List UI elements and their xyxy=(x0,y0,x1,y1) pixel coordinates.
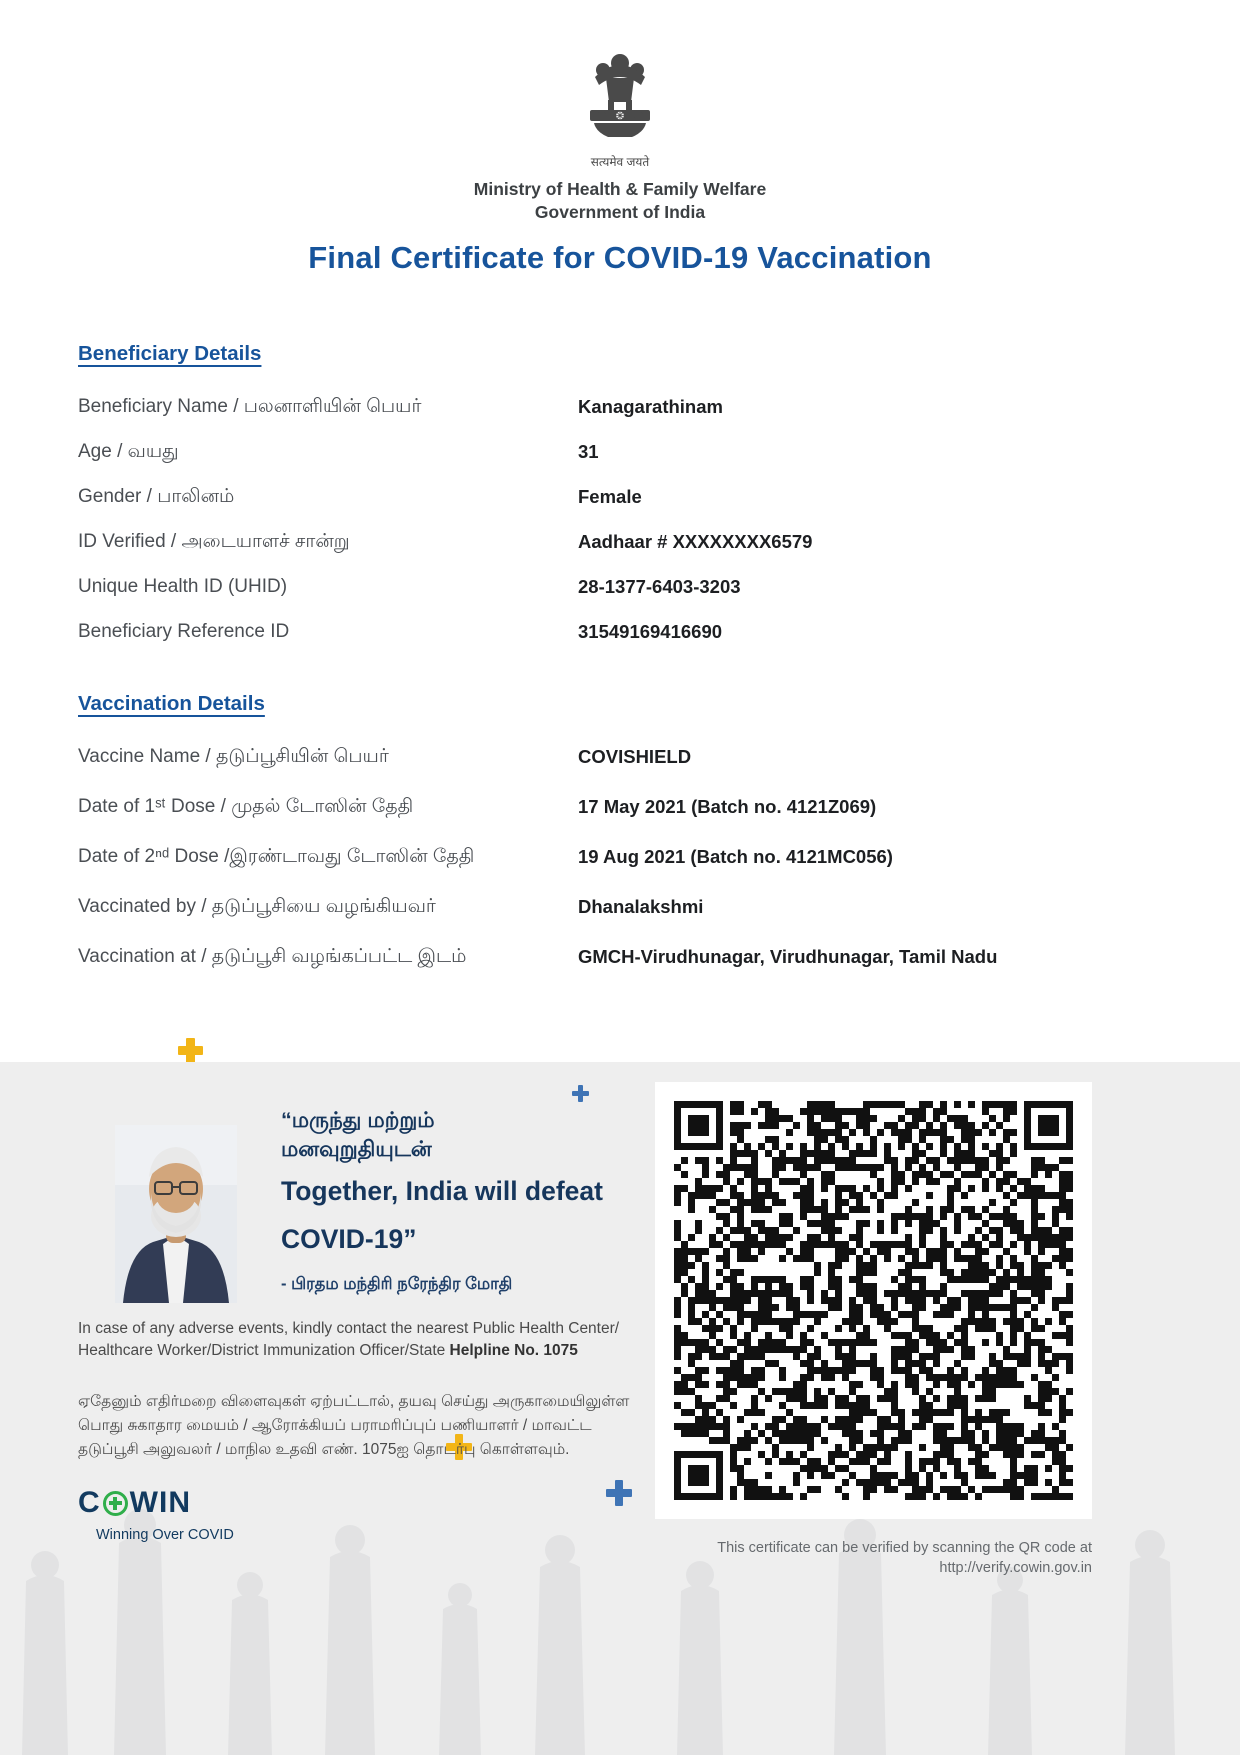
cowin-tagline: Winning Over COVID xyxy=(96,1527,234,1543)
certificate-title: Final Certificate for COVID-19 Vaccination xyxy=(308,240,932,275)
gender-label: Gender / பாலினம் xyxy=(78,486,235,507)
cowin-letters-win: WIN xyxy=(129,1486,191,1519)
quote-english-line2: COVID-19” xyxy=(281,1224,417,1254)
beneficiary-name-row xyxy=(78,393,1170,421)
age-value: 31 xyxy=(578,441,599,462)
vaccination-at-value: GMCH-Virudhunagar, Virudhunagar, Tamil Nadu xyxy=(578,946,998,967)
quote-tamil-line1: “மருந்து மற்றும் xyxy=(281,1108,435,1132)
id-verified-value: Aadhaar # XXXXXXXX6579 xyxy=(578,531,813,552)
quote-english-line1: Together, India will defeat xyxy=(281,1176,603,1206)
id-verified-row xyxy=(78,528,1170,556)
gender-row xyxy=(78,483,1170,511)
plus-decoration-yellow-top-icon xyxy=(178,1038,203,1063)
helpline-en-line2: Healthcare Worker/District Immunization Officer/State xyxy=(78,1342,450,1359)
vaccine-name-label: Vaccine Name / தடுப்பூசியின் பெயர் xyxy=(78,746,389,767)
beneficiary-name-value: Kanagarathinam xyxy=(578,396,723,417)
gender-value: Female xyxy=(578,486,642,507)
reference-id-label: Beneficiary Reference ID xyxy=(78,621,290,642)
vaccination-at-row xyxy=(78,943,1170,971)
plus-decoration-blue-bottom-icon xyxy=(606,1480,632,1506)
vaccinated-by-label: Vaccinated by / தடுப்பூசியை வழங்கியவர் xyxy=(78,896,436,917)
footer-panel xyxy=(0,1062,1240,1755)
india-state-emblem-icon xyxy=(574,50,666,151)
second-dose-value: 19 Aug 2021 (Batch no. 4121MC056) xyxy=(578,846,893,867)
plus-decoration-blue-top-icon xyxy=(572,1085,589,1102)
helpline-en-line1: In case of any adverse events, kindly contact the nearest Public Health Center/ xyxy=(78,1320,620,1337)
vaccinated-by-value: Dhanalakshmi xyxy=(578,896,704,917)
helpline-number: Helpline No. 1075 xyxy=(449,1342,578,1359)
verification-text: This certificate can be verified by scanning the QR code at xyxy=(717,1540,1092,1556)
quote-attribution: - பிரதம மந்திரி நரேந்திர மோதி xyxy=(281,1275,513,1293)
reference-id-value: 31549169416690 xyxy=(578,621,723,642)
first-dose-row xyxy=(78,793,1170,821)
vaccine-name-row xyxy=(78,743,1170,771)
beneficiary-details-section xyxy=(78,342,1170,663)
beneficiary-details-heading: Beneficiary Details xyxy=(78,342,262,365)
id-verified-label: ID Verified / அடையாளச் சான்று xyxy=(78,531,350,552)
age-row xyxy=(78,438,1170,466)
qr-code xyxy=(660,1087,1087,1514)
vaccination-details-section xyxy=(78,692,1170,993)
beneficiary-name-label: Beneficiary Name / பலனாளியின் பெயர் xyxy=(78,396,422,417)
cowin-plus-icon xyxy=(103,1491,128,1516)
government-name: Government of India xyxy=(534,202,706,222)
gov-header xyxy=(0,50,1240,224)
uhid-value: 28-1377-6403-3203 xyxy=(578,576,741,597)
helpline-text-tamil: ஏதேனும் எதிர்மறை விளைவுகள் ஏற்பட்டால், தயவு செய்து அருகாமையிலுள்ள பொது சுகாதார மையம் / ஆரோக்கியப் பராமரிப்புப் பணியாளர் / மாவட்ட தடுப்பூசி அலுவலர் / மாநில உதவி எண். 1075ஐ தொடர்பு கொள்ளவும். xyxy=(78,1393,630,1458)
first-dose-label: Date of 1ˢᵗ Dose / முதல் டோஸின் தேதி xyxy=(78,796,414,817)
verification-url[interactable]: http://verify.cowin.gov.in xyxy=(939,1560,1092,1576)
cowin-logo xyxy=(78,1486,234,1543)
pm-quote xyxy=(281,1106,641,1296)
uhid-label: Unique Health ID (UHID) xyxy=(78,576,288,597)
verification-note xyxy=(662,1538,1092,1578)
helpline-text-english xyxy=(78,1318,638,1362)
vaccinated-by-row xyxy=(78,893,1170,921)
cowin-wordmark xyxy=(78,1486,234,1520)
vaccination-at-label: Vaccination at / தடுப்பூசி வழங்கப்பட்ட இடம் xyxy=(78,946,467,967)
vaccine-name-value: COVISHIELD xyxy=(578,746,692,767)
emblem-motto: सत्यमेव जयते xyxy=(590,155,650,169)
qr-code-panel xyxy=(655,1082,1092,1519)
vaccination-details-heading: Vaccination Details xyxy=(78,692,265,715)
pm-modi-photo xyxy=(115,1125,237,1303)
first-dose-value: 17 May 2021 (Batch no. 4121Z069) xyxy=(578,796,877,817)
second-dose-row xyxy=(78,843,1170,871)
cowin-letter-c: C xyxy=(78,1486,101,1519)
reference-id-row xyxy=(78,618,1170,646)
ministry-name: Ministry of Health & Family Welfare xyxy=(473,179,767,199)
second-dose-label: Date of 2ⁿᵈ Dose /இரண்டாவது டோஸின் தேதி xyxy=(78,846,475,867)
uhid-row xyxy=(78,573,1170,601)
quote-tamil-line2: மனவுறுதியுடன் xyxy=(281,1137,432,1161)
age-label: Age / வயது xyxy=(78,441,179,462)
